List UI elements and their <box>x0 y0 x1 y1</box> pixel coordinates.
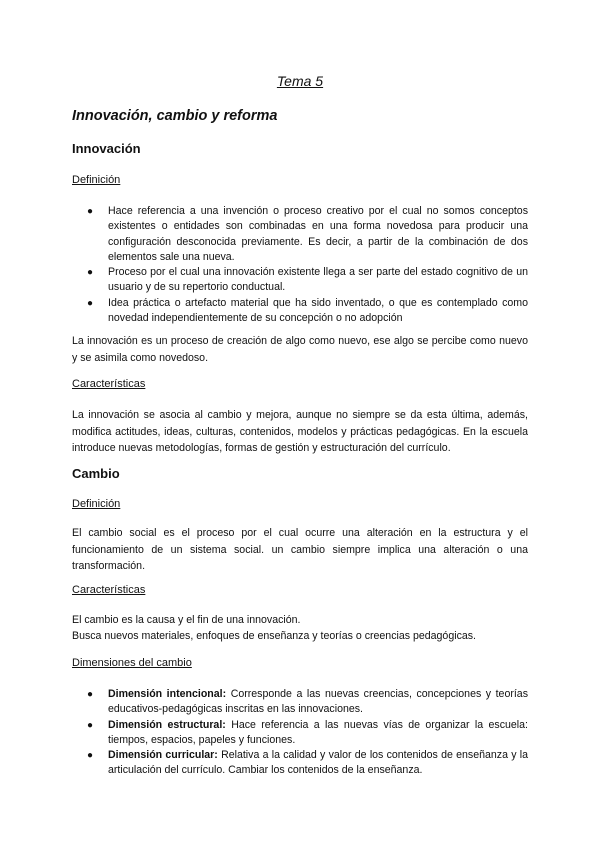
bullet-icon: ● <box>87 750 94 762</box>
bullet-icon: ● <box>87 719 94 731</box>
list-item: ● Idea práctica o artefacto material que ha sido inventado, o que es contemplado como novedad independientemente de su concepción o no adopción <box>87 296 528 325</box>
innovacion-caracteristicas-paragraph: La innovación se asocia al cambio y mejora, aunque no siempre se da esta última, además, modifica actitudes, ideas, culturas, contenidos, modelos y prácticas pedagógicas. En la escuela introduce nuevas metodologías, formas de gestión y estructuración del currículo. <box>72 409 528 454</box>
dimension-term: Dimensión estructural: <box>108 718 226 731</box>
dimension-text: Relativa a la calidad y valor de los contenidos de enseñanza y la articulación del currículo. Cambiar los contenidos de la enseñanza. <box>108 749 528 777</box>
bullet-icon: ● <box>87 206 94 217</box>
bullet-icon: ● <box>87 297 94 309</box>
list-item <box>72 748 528 779</box>
cambio-caracteristicas-line-2: Busca nuevos materiales, enfoques de enseñanza y teorías o creencias pedagógicas. <box>72 630 476 642</box>
dimensiones-list <box>72 687 528 779</box>
cambio-definicion-paragraph: El cambio social es el proceso por el cual ocurre una alteración en la estructura y el funcionamiento de un sistema social. un cambio siempre implica una alteración o una transformación. <box>72 527 528 572</box>
bullet-icon: ● <box>87 689 94 700</box>
list-item: ● Hace referencia a una invención o proceso creativo por el cual no somos conceptos existentes o entidades son combinadas en una forma novedosa para producir una configuración desconocida previamente. Es decir, a partir de la combinación de dos elementos sale una nueva. <box>87 205 528 263</box>
list-item <box>72 718 528 749</box>
dimension-text: Corresponde a las nuevas creencias, concepciones y teorías educativos-pedagógicas inscritas en las innovaciones. <box>108 688 528 716</box>
subheading-dimensiones: Dimensiones del cambio <box>72 657 192 669</box>
subheading-definicion-cambio: Definición <box>72 498 121 510</box>
document-heading: Innovación, cambio y reforma <box>72 108 278 124</box>
innovacion-definition-list <box>72 204 528 326</box>
subheading-definicion-innovacion: Definición <box>72 174 121 186</box>
list-item <box>72 687 528 718</box>
innovacion-summary-paragraph: La innovación es un proceso de creación de algo como nuevo, ese algo se percibe como nuevo y se asimila como novedoso. <box>72 335 528 364</box>
dimension-text: Hace referencia a las nuevas vías de organizar la escuela: tiempos, espacios, papeles y funciones. <box>108 718 528 746</box>
bullet-icon: ● <box>87 267 94 279</box>
subheading-caracteristicas-cambio: Características <box>72 584 146 596</box>
dimension-term: Dimensión intencional: <box>108 688 227 700</box>
dimension-term: Dimensión curricular: <box>108 749 218 762</box>
subheading-caracteristicas-innovacion: Características <box>72 378 146 390</box>
section-heading-cambio: Cambio <box>72 466 120 481</box>
cambio-caracteristicas-line-1: El cambio es la causa y el fin de una innovación. <box>72 614 301 626</box>
document-title: Tema 5 <box>276 73 324 89</box>
list-item: ● Proceso por el cual una innovación existente llega a ser parte del estado cognitivo de un usuario y de su repertorio conductual. <box>87 266 528 294</box>
section-heading-innovacion: Innovación <box>72 141 141 156</box>
